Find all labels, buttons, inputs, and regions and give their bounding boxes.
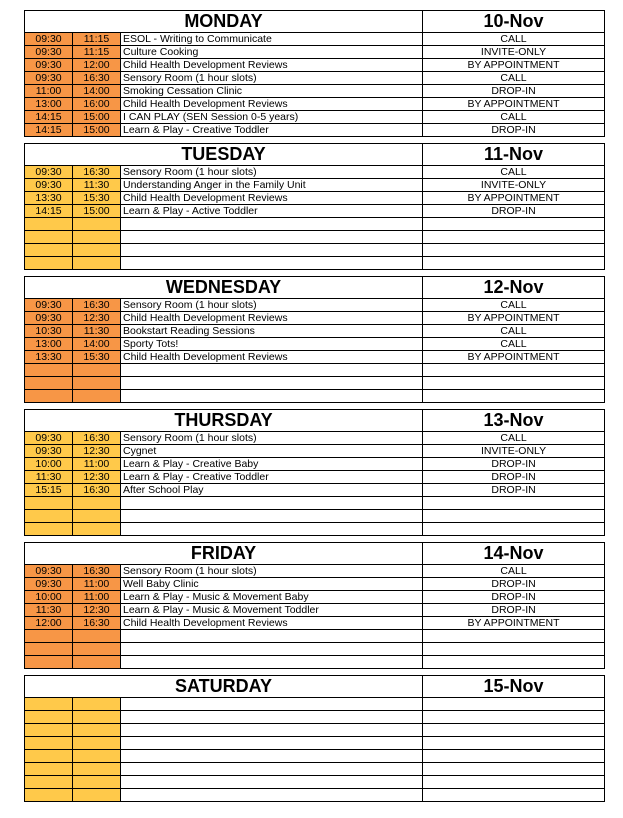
- booking-status: CALL: [423, 111, 605, 124]
- activity-name: Learn & Play - Creative Toddler: [121, 124, 423, 137]
- end-time: [73, 257, 121, 270]
- booking-status: [423, 390, 605, 403]
- start-time: [25, 776, 73, 789]
- schedule-row: [25, 617, 605, 630]
- schedule-row: [25, 98, 605, 111]
- booking-status: DROP-IN: [423, 458, 605, 471]
- activity-name: [121, 231, 423, 244]
- start-time: 14:15: [25, 124, 73, 137]
- activity-name: [121, 698, 423, 711]
- schedule-row: [25, 364, 605, 377]
- booking-status: [423, 711, 605, 724]
- end-time: 16:00: [73, 98, 121, 111]
- booking-status: [423, 698, 605, 711]
- day-block-3: [24, 409, 604, 536]
- end-time: 12:30: [73, 471, 121, 484]
- end-time: [73, 737, 121, 750]
- activity-name: Sporty Tots!: [121, 338, 423, 351]
- schedule-row: [25, 312, 605, 325]
- end-time: 14:00: [73, 338, 121, 351]
- activity-name: Smoking Cessation Clinic: [121, 85, 423, 98]
- day-name: TUESDAY: [25, 144, 423, 166]
- booking-status: [423, 789, 605, 802]
- booking-status: [423, 231, 605, 244]
- start-time: [25, 231, 73, 244]
- activity-name: [121, 763, 423, 776]
- start-time: [25, 643, 73, 656]
- schedule-row: [25, 124, 605, 137]
- activity-name: [121, 789, 423, 802]
- end-time: [73, 244, 121, 257]
- schedule-row: [25, 231, 605, 244]
- day-date: 13-Nov: [423, 410, 605, 432]
- activity-name: Cygnet: [121, 445, 423, 458]
- end-time: 11:30: [73, 179, 121, 192]
- schedule-row: [25, 523, 605, 536]
- schedule-row: [25, 179, 605, 192]
- end-time: 16:30: [73, 432, 121, 445]
- start-time: 13:30: [25, 351, 73, 364]
- activity-name: Child Health Development Reviews: [121, 312, 423, 325]
- start-time: [25, 390, 73, 403]
- day-name: THURSDAY: [25, 410, 423, 432]
- booking-status: [423, 377, 605, 390]
- booking-status: CALL: [423, 166, 605, 179]
- activity-name: [121, 510, 423, 523]
- day-name: MONDAY: [25, 11, 423, 33]
- end-time: [73, 231, 121, 244]
- end-time: [73, 630, 121, 643]
- end-time: 12:30: [73, 604, 121, 617]
- booking-status: [423, 643, 605, 656]
- booking-status: [423, 630, 605, 643]
- booking-status: [423, 737, 605, 750]
- activity-name: [121, 244, 423, 257]
- end-time: [73, 523, 121, 536]
- start-time: [25, 698, 73, 711]
- end-time: [73, 643, 121, 656]
- booking-status: INVITE-ONLY: [423, 179, 605, 192]
- booking-status: BY APPOINTMENT: [423, 617, 605, 630]
- activity-name: [121, 750, 423, 763]
- end-time: 15:00: [73, 124, 121, 137]
- booking-status: DROP-IN: [423, 471, 605, 484]
- schedule-row: [25, 192, 605, 205]
- schedule-row: [25, 377, 605, 390]
- start-time: [25, 364, 73, 377]
- end-time: 16:30: [73, 617, 121, 630]
- booking-status: [423, 244, 605, 257]
- activity-name: Sensory Room (1 hour slots): [121, 166, 423, 179]
- schedule-row: [25, 46, 605, 59]
- day-name: SATURDAY: [25, 676, 423, 698]
- end-time: 14:00: [73, 85, 121, 98]
- activity-name: Sensory Room (1 hour slots): [121, 432, 423, 445]
- start-time: [25, 750, 73, 763]
- activity-name: Sensory Room (1 hour slots): [121, 299, 423, 312]
- start-time: [25, 510, 73, 523]
- activity-name: Bookstart Reading Sessions: [121, 325, 423, 338]
- start-time: 09:30: [25, 166, 73, 179]
- schedule-row: [25, 111, 605, 124]
- booking-status: [423, 497, 605, 510]
- end-time: 12:30: [73, 445, 121, 458]
- activity-name: [121, 724, 423, 737]
- day-header: [25, 410, 605, 432]
- booking-status: [423, 750, 605, 763]
- start-time: [25, 523, 73, 536]
- booking-status: [423, 257, 605, 270]
- end-time: [73, 656, 121, 669]
- activity-name: [121, 656, 423, 669]
- booking-status: DROP-IN: [423, 85, 605, 98]
- activity-name: I CAN PLAY (SEN Session 0-5 years): [121, 111, 423, 124]
- booking-status: [423, 656, 605, 669]
- booking-status: BY APPOINTMENT: [423, 351, 605, 364]
- activity-name: [121, 523, 423, 536]
- start-time: 09:30: [25, 312, 73, 325]
- booking-status: DROP-IN: [423, 205, 605, 218]
- start-time: 14:15: [25, 111, 73, 124]
- booking-status: DROP-IN: [423, 604, 605, 617]
- schedule-row: [25, 445, 605, 458]
- day-table: [24, 675, 605, 802]
- booking-status: CALL: [423, 299, 605, 312]
- schedule-row: [25, 484, 605, 497]
- day-block-2: [24, 276, 604, 403]
- booking-status: DROP-IN: [423, 578, 605, 591]
- schedule-row: [25, 565, 605, 578]
- activity-name: Understanding Anger in the Family Unit: [121, 179, 423, 192]
- activity-name: Child Health Development Reviews: [121, 351, 423, 364]
- start-time: 11:30: [25, 471, 73, 484]
- day-name: WEDNESDAY: [25, 277, 423, 299]
- activity-name: Child Health Development Reviews: [121, 98, 423, 111]
- end-time: [73, 750, 121, 763]
- booking-status: [423, 724, 605, 737]
- booking-status: [423, 218, 605, 231]
- start-time: 11:00: [25, 85, 73, 98]
- start-time: 09:30: [25, 432, 73, 445]
- end-time: [73, 377, 121, 390]
- booking-status: BY APPOINTMENT: [423, 98, 605, 111]
- day-header: [25, 11, 605, 33]
- start-time: 11:30: [25, 604, 73, 617]
- day-block-1: [24, 143, 604, 270]
- schedule-row: [25, 643, 605, 656]
- end-time: 11:15: [73, 46, 121, 59]
- schedule-row: [25, 711, 605, 724]
- booking-status: [423, 776, 605, 789]
- schedule-row: [25, 244, 605, 257]
- end-time: [73, 698, 121, 711]
- schedule-row: [25, 604, 605, 617]
- day-table: [24, 409, 605, 536]
- schedule-row: [25, 591, 605, 604]
- day-table: [24, 542, 605, 669]
- end-time: 15:30: [73, 192, 121, 205]
- booking-status: INVITE-ONLY: [423, 46, 605, 59]
- end-time: [73, 510, 121, 523]
- schedule-row: [25, 656, 605, 669]
- start-time: 13:30: [25, 192, 73, 205]
- activity-name: [121, 218, 423, 231]
- end-time: 11:15: [73, 33, 121, 46]
- day-header: [25, 543, 605, 565]
- end-time: [73, 763, 121, 776]
- schedule-row: [25, 257, 605, 270]
- activity-name: Sensory Room (1 hour slots): [121, 72, 423, 85]
- start-time: [25, 789, 73, 802]
- end-time: [73, 776, 121, 789]
- day-header: [25, 277, 605, 299]
- schedule-row: [25, 85, 605, 98]
- start-time: 09:30: [25, 72, 73, 85]
- booking-status: CALL: [423, 432, 605, 445]
- end-time: [73, 711, 121, 724]
- schedule-row: [25, 218, 605, 231]
- end-time: [73, 724, 121, 737]
- activity-name: ESOL - Writing to Communicate: [121, 33, 423, 46]
- end-time: 11:00: [73, 578, 121, 591]
- start-time: 09:30: [25, 565, 73, 578]
- start-time: [25, 497, 73, 510]
- start-time: 13:00: [25, 338, 73, 351]
- start-time: [25, 257, 73, 270]
- activity-name: Learn & Play - Creative Toddler: [121, 471, 423, 484]
- booking-status: CALL: [423, 33, 605, 46]
- schedule-row: [25, 776, 605, 789]
- day-block-4: [24, 542, 604, 669]
- start-time: 09:30: [25, 179, 73, 192]
- schedule-row: [25, 59, 605, 72]
- start-time: [25, 737, 73, 750]
- start-time: 09:30: [25, 578, 73, 591]
- start-time: [25, 218, 73, 231]
- booking-status: CALL: [423, 565, 605, 578]
- activity-name: Sensory Room (1 hour slots): [121, 565, 423, 578]
- activity-name: After School Play: [121, 484, 423, 497]
- day-date: 15-Nov: [423, 676, 605, 698]
- schedule-row: [25, 471, 605, 484]
- day-table: [24, 276, 605, 403]
- schedule-row: [25, 299, 605, 312]
- schedule-row: [25, 390, 605, 403]
- end-time: 15:30: [73, 351, 121, 364]
- activity-name: [121, 630, 423, 643]
- booking-status: [423, 523, 605, 536]
- day-header: [25, 676, 605, 698]
- booking-status: DROP-IN: [423, 484, 605, 497]
- start-time: 15:15: [25, 484, 73, 497]
- schedule-row: [25, 763, 605, 776]
- start-time: 10:00: [25, 458, 73, 471]
- activity-name: [121, 364, 423, 377]
- booking-status: INVITE-ONLY: [423, 445, 605, 458]
- start-time: 09:30: [25, 299, 73, 312]
- start-time: [25, 377, 73, 390]
- end-time: 16:30: [73, 72, 121, 85]
- schedule-row: [25, 510, 605, 523]
- day-block-5: [24, 675, 604, 802]
- start-time: [25, 711, 73, 724]
- schedule-row: [25, 205, 605, 218]
- booking-status: CALL: [423, 338, 605, 351]
- booking-status: DROP-IN: [423, 591, 605, 604]
- start-time: 10:00: [25, 591, 73, 604]
- end-time: [73, 390, 121, 403]
- end-time: [73, 218, 121, 231]
- end-time: 12:00: [73, 59, 121, 72]
- end-time: 16:30: [73, 565, 121, 578]
- day-table: [24, 10, 605, 137]
- start-time: 12:00: [25, 617, 73, 630]
- start-time: [25, 656, 73, 669]
- booking-status: BY APPOINTMENT: [423, 192, 605, 205]
- day-date: 11-Nov: [423, 144, 605, 166]
- day-date: 14-Nov: [423, 543, 605, 565]
- day-name: FRIDAY: [25, 543, 423, 565]
- schedule-row: [25, 338, 605, 351]
- schedule-row: [25, 724, 605, 737]
- start-time: 10:30: [25, 325, 73, 338]
- start-time: 09:30: [25, 33, 73, 46]
- end-time: 16:30: [73, 166, 121, 179]
- start-time: 09:30: [25, 46, 73, 59]
- booking-status: [423, 364, 605, 377]
- schedule-row: [25, 578, 605, 591]
- activity-name: Well Baby Clinic: [121, 578, 423, 591]
- booking-status: DROP-IN: [423, 124, 605, 137]
- activity-name: [121, 497, 423, 510]
- booking-status: BY APPOINTMENT: [423, 59, 605, 72]
- end-time: 12:30: [73, 312, 121, 325]
- activity-name: Learn & Play - Creative Baby: [121, 458, 423, 471]
- end-time: 15:00: [73, 111, 121, 124]
- schedule-row: [25, 72, 605, 85]
- start-time: 13:00: [25, 98, 73, 111]
- end-time: 16:30: [73, 484, 121, 497]
- weekly-schedule: [24, 10, 604, 802]
- end-time: 11:00: [73, 458, 121, 471]
- end-time: 15:00: [73, 205, 121, 218]
- end-time: [73, 497, 121, 510]
- schedule-row: [25, 750, 605, 763]
- schedule-row: [25, 630, 605, 643]
- activity-name: [121, 737, 423, 750]
- day-header: [25, 144, 605, 166]
- schedule-row: [25, 497, 605, 510]
- schedule-row: [25, 325, 605, 338]
- start-time: 09:30: [25, 59, 73, 72]
- day-table: [24, 143, 605, 270]
- day-date: 10-Nov: [423, 11, 605, 33]
- schedule-row: [25, 432, 605, 445]
- activity-name: [121, 390, 423, 403]
- activity-name: Learn & Play - Active Toddler: [121, 205, 423, 218]
- schedule-row: [25, 351, 605, 364]
- booking-status: [423, 510, 605, 523]
- end-time: [73, 364, 121, 377]
- start-time: 09:30: [25, 445, 73, 458]
- booking-status: BY APPOINTMENT: [423, 312, 605, 325]
- end-time: 11:30: [73, 325, 121, 338]
- schedule-row: [25, 458, 605, 471]
- day-date: 12-Nov: [423, 277, 605, 299]
- booking-status: CALL: [423, 325, 605, 338]
- activity-name: Learn & Play - Music & Movement Toddler: [121, 604, 423, 617]
- booking-status: [423, 763, 605, 776]
- activity-name: Learn & Play - Music & Movement Baby: [121, 591, 423, 604]
- activity-name: Child Health Development Reviews: [121, 192, 423, 205]
- start-time: [25, 630, 73, 643]
- activity-name: [121, 643, 423, 656]
- start-time: [25, 763, 73, 776]
- end-time: 11:00: [73, 591, 121, 604]
- activity-name: [121, 711, 423, 724]
- end-time: [73, 789, 121, 802]
- start-time: [25, 724, 73, 737]
- activity-name: Culture Cooking: [121, 46, 423, 59]
- schedule-row: [25, 737, 605, 750]
- day-block-0: [24, 10, 604, 137]
- start-time: 14:15: [25, 205, 73, 218]
- schedule-row: [25, 789, 605, 802]
- activity-name: [121, 257, 423, 270]
- schedule-row: [25, 698, 605, 711]
- start-time: [25, 244, 73, 257]
- end-time: 16:30: [73, 299, 121, 312]
- booking-status: CALL: [423, 72, 605, 85]
- schedule-row: [25, 166, 605, 179]
- activity-name: [121, 377, 423, 390]
- schedule-row: [25, 33, 605, 46]
- activity-name: Child Health Development Reviews: [121, 59, 423, 72]
- activity-name: Child Health Development Reviews: [121, 617, 423, 630]
- activity-name: [121, 776, 423, 789]
